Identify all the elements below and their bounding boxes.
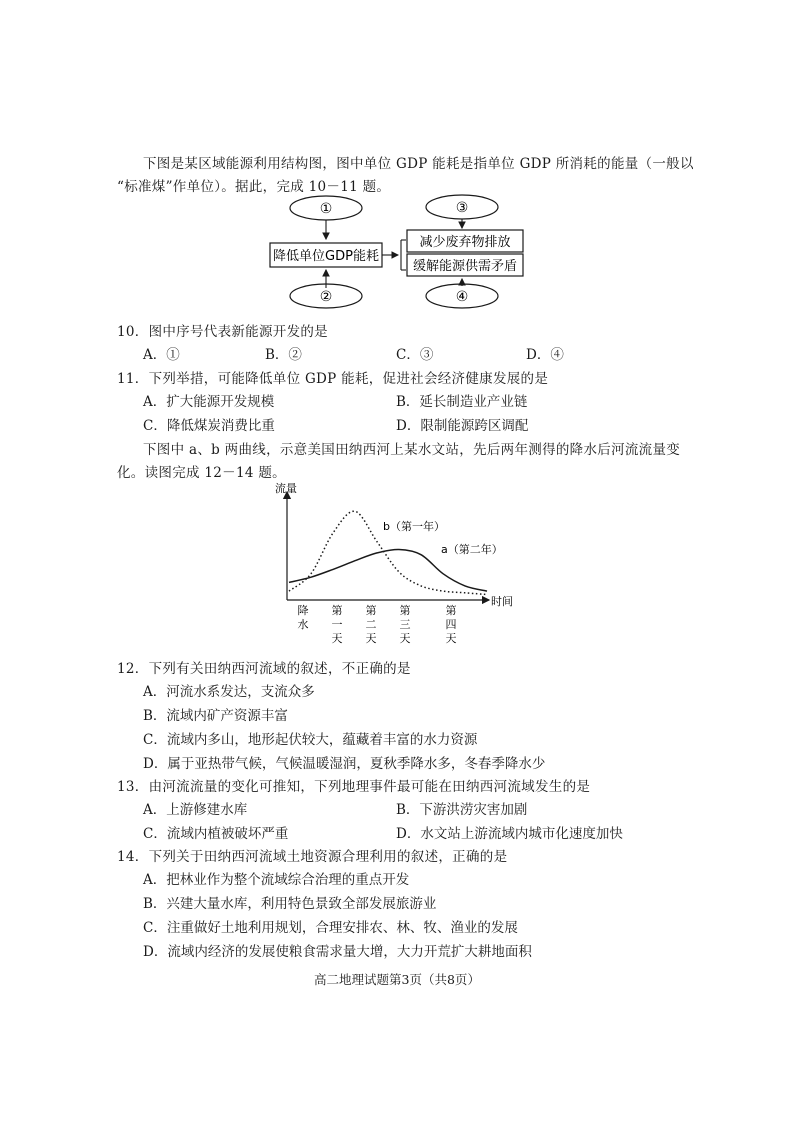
q13-option-a: A．上游修建水库	[143, 802, 248, 818]
x-tick-2-char2: 二	[365, 618, 377, 631]
q10-option-b: B．②	[265, 347, 302, 363]
x-tick-3-char3: 天	[399, 632, 411, 645]
q14-stem: 14．下列关于田纳西河流域土地资源合理利用的叙述，正确的是	[117, 849, 508, 865]
right-top-label: 减少废弃物排放	[419, 235, 511, 250]
x-tick-1-char1: 第	[331, 604, 343, 617]
q11-option-c: C．降低煤炭消费比重	[143, 418, 275, 434]
x-tick-3-char2: 三	[399, 618, 411, 631]
q10-stem: 10．图中序号代表新能源开发的是	[117, 324, 328, 340]
x-tick-1-char3: 天	[331, 632, 343, 645]
q13-option-b: B．下游洪涝灾害加剧	[396, 802, 528, 818]
circle-3-label: ③	[455, 200, 469, 216]
x-tick-2	[366, 604, 377, 645]
q12-option-a: A．河流水系发达，支流众多	[143, 684, 315, 700]
q12-option-c: C．流域内多山，地形起伏较大，蕴藏着丰富的水力资源	[143, 732, 478, 748]
q11-option-d: D．限制能源跨区调配	[396, 418, 529, 434]
x-tick-3	[400, 604, 411, 645]
q13-option-d: D．水文站上游流域内城市化速度加快	[396, 826, 623, 842]
q14-option-d: D．流域内经济的发展使粮食需求量大增，大力开荒扩大耕地面积	[143, 944, 532, 960]
q13-option-c: C．流域内植被破坏严重	[143, 826, 289, 842]
center-box-label: 降低单位GDP能耗	[273, 249, 379, 264]
page-footer: 高二地理试题第3页（共8页）	[314, 972, 480, 987]
q13-stem: 13．由河流流量的变化可推知，下列地理事件最可能在田纳西河流域发生的是	[117, 779, 591, 795]
q11-stem: 11．下列举措，可能降低单位 GDP 能耗，促进社会经济健康发展的是	[117, 371, 549, 387]
intro-10-11-line1: 下图是某区域能源利用结构图，图中单位 GDP 能耗是指单位 GDP 所消耗的能量（一般以	[143, 156, 694, 172]
x-tick-0	[298, 603, 309, 631]
x-tick-0-char1: 降	[297, 604, 309, 617]
x-tick-4	[446, 604, 457, 645]
q11-option-b: B．延长制造业产业链	[396, 394, 528, 410]
x-tick-4-char3: 天	[445, 632, 457, 645]
q14-option-b: B．兴建大量水库，利用特色景致全部发展旅游业	[143, 896, 437, 912]
q10-option-c: C．③	[396, 347, 434, 363]
q12-option-b: B．流域内矿产资源丰富	[143, 708, 288, 724]
x-axis-label: 时间	[491, 595, 513, 608]
energy-structure-diagram	[260, 190, 540, 312]
x-tick-2-char1: 第	[365, 604, 377, 617]
q12-option-d: D．属于亚热带气候，气候温暖湿润，夏秋季降水多，冬春季降水少	[143, 756, 546, 772]
x-tick-2-char3: 天	[365, 632, 377, 645]
right-bottom-label: 缓解能源供需矛盾	[412, 259, 518, 274]
series-b-label: b（第一年）	[383, 520, 445, 533]
series-a-label: a（第二年）	[441, 543, 503, 556]
x-tick-3-char1: 第	[399, 604, 411, 617]
q10-option-a: A．①	[143, 347, 180, 363]
x-tick-1-char2: 一	[331, 618, 343, 631]
x-tick-4-char1: 第	[445, 604, 457, 617]
circle-4-label: ④	[455, 289, 469, 305]
y-axis-label: 流量	[275, 482, 297, 495]
q14-option-c: C．注重做好土地利用规划，合理安排农、林、牧、渔业的发展	[143, 920, 518, 936]
intro-12-14-line1: 下图中 a、b 两曲线，示意美国田纳西河上某水文站，先后两年测得的降水后河流流量变	[143, 442, 681, 458]
q12-stem: 12．下列有关田纳西河流域的叙述，不正确的是	[117, 661, 411, 677]
river-flow-chart	[265, 478, 525, 656]
x-tick-4-char2: 四	[445, 618, 457, 631]
q11-option-a: A．扩大能源开发规模	[143, 394, 275, 410]
intro-12-14-line2: 化。读图完成 12－14 题。	[117, 465, 286, 481]
intro-10-11-line2: “标准煤”作单位）。据此，完成 10－11 题。	[117, 179, 391, 195]
q10-option-d: D．④	[526, 347, 564, 363]
q14-option-a: A．把林业作为整个流域综合治理的重点开发	[143, 872, 410, 888]
x-tick-0-char2: 水	[297, 618, 309, 631]
circle-2-label: ②	[319, 289, 333, 305]
circle-1-label: ①	[319, 201, 333, 217]
x-tick-1	[332, 604, 343, 645]
